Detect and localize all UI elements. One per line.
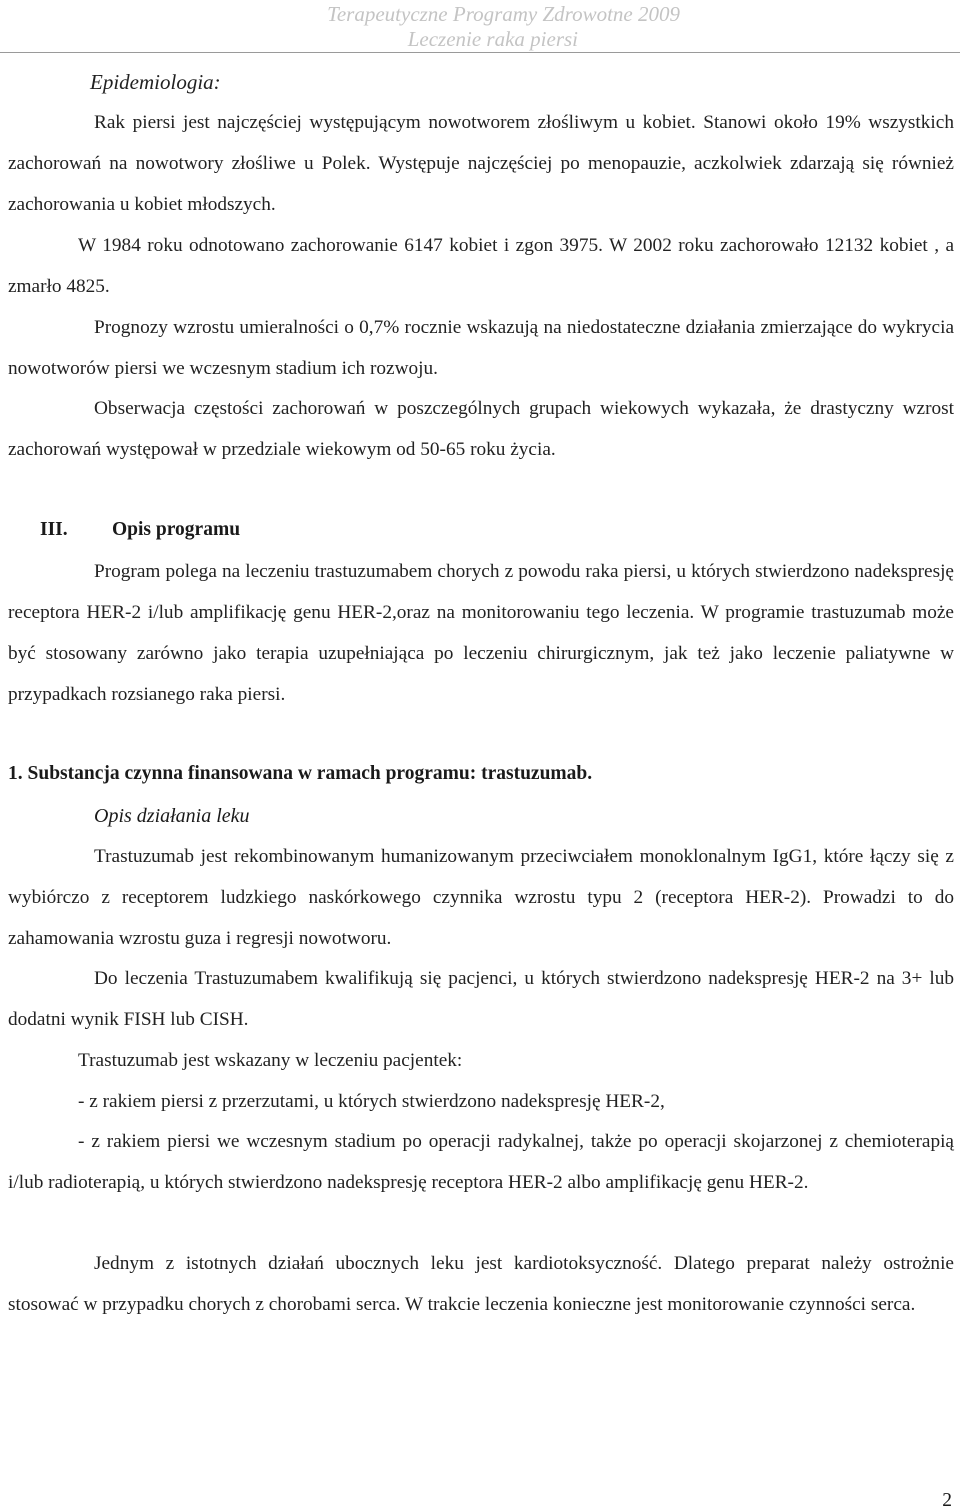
header-subtitle: Leczenie raka piersi — [407, 27, 578, 51]
section-title: Opis programu — [112, 519, 241, 540]
drug-paragraph-2: Do leczenia Trastuzumabem kwalifikują się pacjenci, u których stwierdzono nadekspresję HER-2 na 3+ lub dodatni wynik FISH lub CISH. — [8, 968, 954, 1030]
program-paragraph: Program polega na leczeniu trastuzumabem chorych z powodu raka piersi, u których stwierdzono nadekspresję receptora HER-2 i/lub amplifikację genu HER-2,oraz na monitorowaniu tego leczenia. W programie trastuzumab może być stosowany zarówno jako terapia uzupełniająca po leczeniu chirurgicznym, jak też jako leczenie paliatywne w przypadkach rozsianego raka piersi. — [8, 561, 954, 705]
drug-paragraph-3: Trastuzumab jest wskazany w leczeniu pacjentek: — [78, 1050, 463, 1071]
drug-paragraph-side-effects: Jednym z istotnych działań ubocznych leku jest kardiotoksyczność. Dlatego preparat należy ostrożnie stosować w przypadku chorych z chorobami serca. W trakcie leczenia konieczne jest monitorowanie czynności serca. — [8, 1253, 954, 1315]
header-title: Terapeutyczne Programy Zdrowotne 2009 — [327, 2, 680, 26]
page-number: 2 — [942, 1490, 952, 1511]
drug-paragraph-1: Trastuzumab jest rekombinowanym humanizowanym przeciwciałem monoklonalnym IgG1, które łączy się z wybiórczo z receptorem ludzkiego naskórkowego czynnika wzrostu typu 2 (receptora HER-2). Prowadzi to do zahamowania wzrostu guza i regresji nowotworu. — [8, 846, 954, 949]
drug-action-subheading: Opis działania leku — [94, 805, 250, 827]
page-header — [0, 0, 960, 53]
epidemiology-paragraph-1: Rak piersi jest najczęściej występującym nowotworem złośliwym u kobiet. Stanowi około 19% wszystkich zachorowań na nowotwory złośliwe u Polek. Występuje najczęściej po menopauzie, aczkolwiek zdarzają się również zachorowania u kobiet młodszych. — [8, 112, 954, 215]
substance-heading: 1. Substancja czynna finansowana w ramach programu: trastuzumab. — [8, 763, 593, 784]
drug-indication-1: - z rakiem piersi z przerzutami, u których stwierdzono nadekspresję HER-2, — [78, 1091, 665, 1112]
epidemiology-title: Epidemiologia: — [90, 70, 221, 94]
epidemiology-paragraph-3: Prognozy wzrostu umieralności o 0,7% rocznie wskazują na niedostateczne działania zmierzające do wykrycia nowotworów piersi we wczesnym stadium ich rozwoju. — [8, 317, 954, 379]
drug-indication-2: - z rakiem piersi we wczesnym stadium po operacji radykalnej, także po operacji skojarzonej z chemioterapią i/lub radioterapią, u których stwierdzono nadekspresję receptora HER-2 albo amplifikację genu HER-2. — [8, 1131, 954, 1193]
epidemiology-paragraph-4: Obserwacja częstości zachorowań w poszczególnych grupach wiekowych wykazała, że drastyczny wzrost zachorowań występował w przedziale wiekowym od 50-65 roku życia. — [8, 398, 954, 460]
section-number: III. — [40, 519, 68, 540]
epidemiology-paragraph-2: W 1984 roku odnotowano zachorowanie 6147 kobiet i zgon 3975. W 2002 roku zachorowało 12132 kobiet , a zmarło 4825. — [8, 235, 954, 297]
